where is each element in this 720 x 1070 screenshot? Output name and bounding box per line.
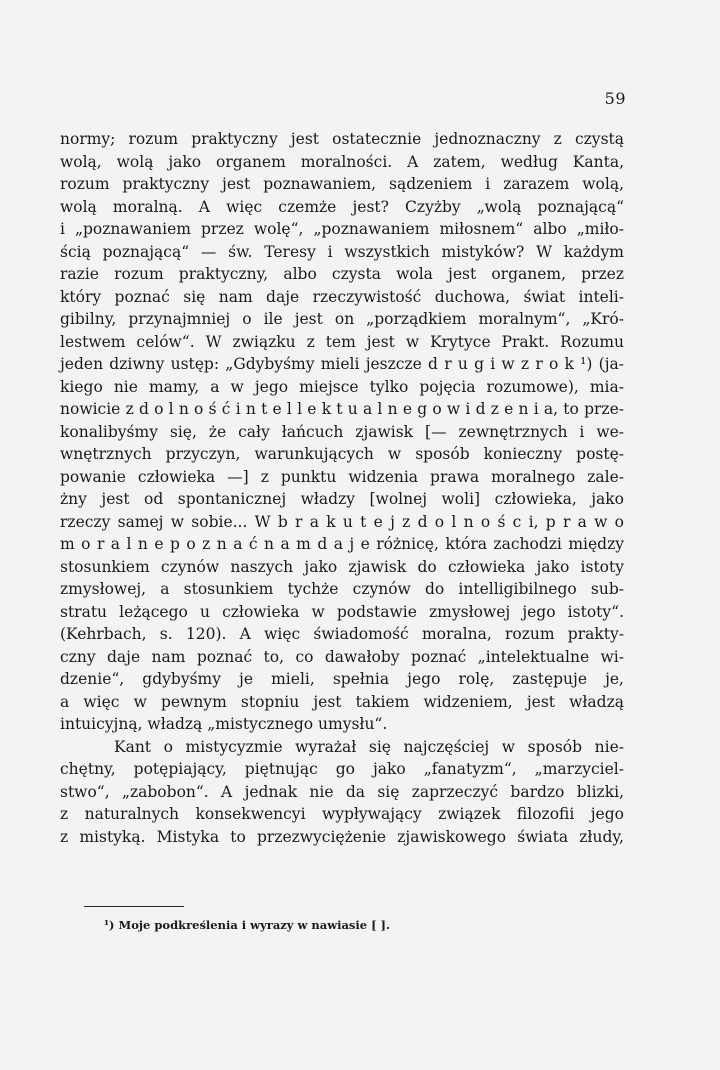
text-line: a więc w pewnym stopniu jest takiem widzeniem, jest władzą	[60, 692, 624, 711]
text-line: i „poznawaniem przez wolę“, „poznawaniem miłosnem“ albo „miło-	[60, 220, 624, 238]
text-line: intuicyjną, władzą „mistycznego umysłu“.	[60, 715, 388, 733]
text-line: chętny, potępiający, piętnując go jako „fanatyzm“, „marzyciel-	[60, 760, 624, 778]
text-line: stratu leżącego u człowieka w podstawie zmysłowej jego istoty“.	[60, 602, 624, 621]
text-line: rzeczy samej w sobie... W b r a k u t e j z d o l n o ś c i, p r a w o	[60, 512, 624, 531]
text-line: żny jest od spontanicznej władzy [wolnej woli] człowieka, jako	[60, 490, 624, 508]
text-line: gibilny, przynajmniej o ile jest on „porządkiem moralnym“, „Kró-	[60, 310, 624, 328]
text-line: lestwem celów“. W związku z tem jest w Krytyce Prakt. Rozumu	[60, 332, 624, 351]
text-line: wolą, wolą jako organem moralności. A zatem, według Kanta,	[60, 152, 624, 171]
footnote-divider	[84, 906, 184, 907]
text-line: ścią poznającą“ — św. Teresy i wszystkich mistyków? W każdym	[60, 242, 624, 261]
text-line: z naturalnych konsekwencyi wypływający związek filozofii jego	[60, 805, 624, 823]
text-line: dzenie“, gdybyśmy je mieli, spełnia jego rolę, zastępuje je,	[60, 670, 624, 688]
body-text	[60, 128, 624, 848]
text-line: m o r a l n e p o z n a ć n a m d a j e różnicę, która zachodzi między	[60, 535, 624, 553]
text-line: nowicie z d o l n o ś ć i n t e l l e k t u a l n e g o w i d z e n i a, to prze-	[60, 400, 624, 418]
text-line: stwo“, „zabobon“. A jednak nie da się zaprzeczyć bardzo blizki,	[60, 782, 624, 801]
text-line: z mistyką. Mistyka to przezwyciężenie zjawiskowego świata złudy,	[60, 827, 624, 846]
text-line: który poznać się nam daje rzeczywistość duchowa, świat inteli-	[60, 287, 624, 306]
text-line: wolą moralną. A więc czemże jest? Czyżby „wolą poznającą“	[60, 197, 624, 216]
text-line: stosunkiem czynów naszych jako zjawisk do człowieka jako istoty	[60, 557, 624, 576]
text-line: konalibyśmy się, że cały łańcuch zjawisk [— zewnętrznych i we-	[60, 422, 624, 441]
text-line: powanie człowieka —] z punktu widzenia prawa moralnego zale-	[60, 467, 624, 486]
text-line: wnętrznych przyczyn, warunkujących w sposób konieczny postę-	[60, 445, 624, 463]
text-line: razie rozum praktyczny, albo czysta wola jest organem, przez	[60, 265, 624, 283]
text-line: czny daje nam poznać to, co dawałoby poznać „intelektualne wi-	[60, 647, 624, 666]
page-number: 59	[604, 89, 626, 108]
footnote: ¹) Moje podkreślenia i wyrazy w nawiasie [ ].	[104, 918, 390, 932]
text-line: Kant o mistycyzmie wyrażał się najczęściej w sposób nie-	[114, 737, 624, 756]
text-line: kiego nie mamy, a w jego miejsce tylko pojęcia rozumowe), mia-	[60, 377, 624, 396]
text-line: rozum praktyczny jest poznawaniem, sądzeniem i zarazem wolą,	[60, 175, 624, 193]
text-line: zmysłowej, a stosunkiem tychże czynów do intelligibilnego sub-	[60, 580, 624, 598]
text-line: jeden dziwny ustęp: „Gdybyśmy mieli jeszcze d r u g i w z r o k ¹) (ja-	[60, 355, 624, 373]
text-line: normy; rozum praktyczny jest ostatecznie jednoznaczny z czystą	[60, 130, 624, 148]
text-line: (Kehrbach, s. 120). A więc świadomość moralna, rozum prakty-	[60, 625, 624, 643]
